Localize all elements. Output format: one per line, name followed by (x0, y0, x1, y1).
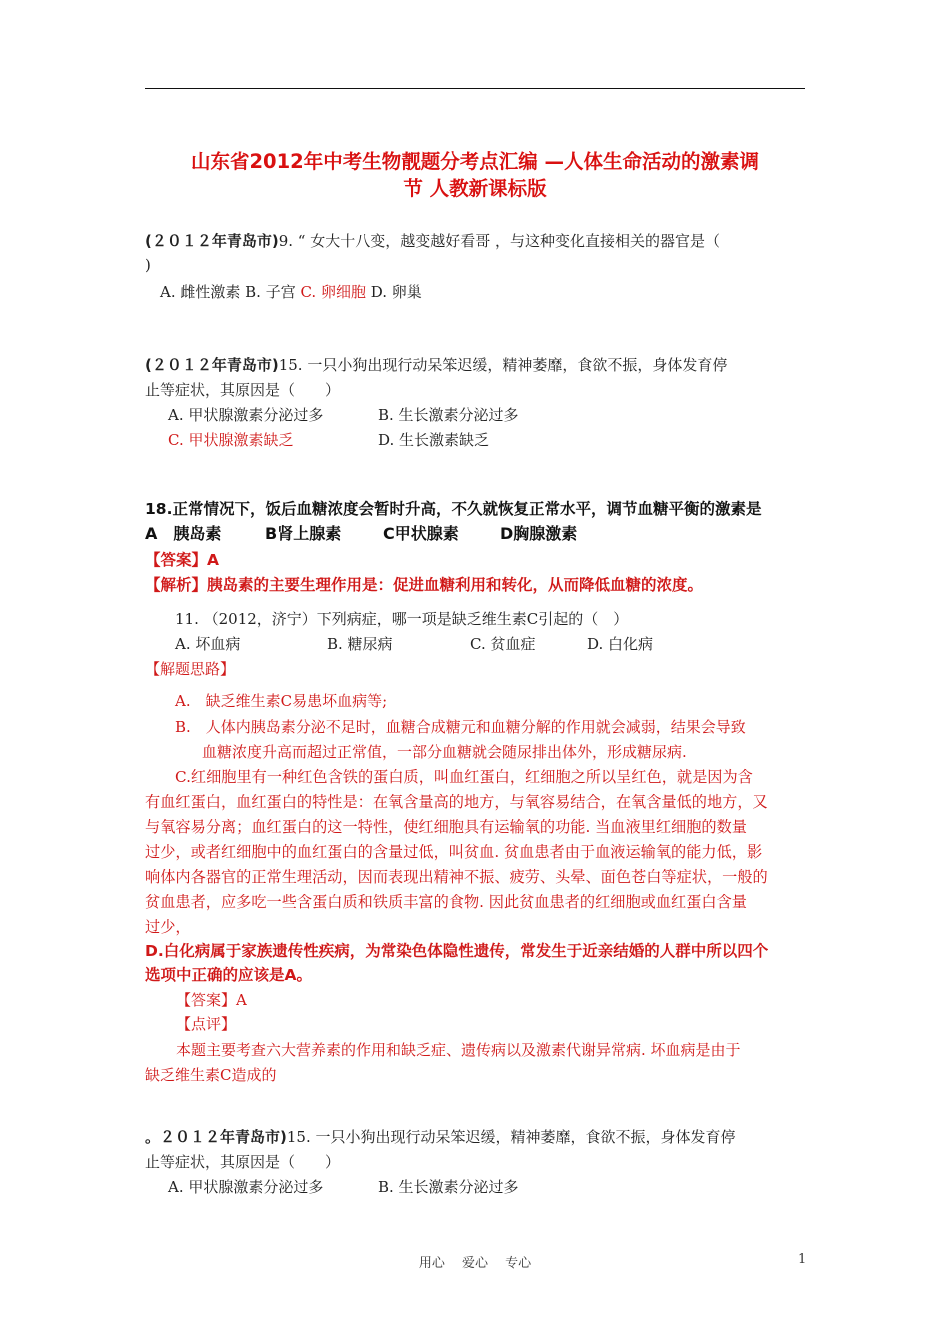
q15a-option-a: A. 甲状腺激素分泌过多 (168, 406, 324, 424)
q9-option-ab: A. 雌性激素 B. 子宫 (160, 283, 296, 301)
q15a-stem: 15. 一只小狗出现行动呆笨迟缓，精神萎靡，食欲不振，身体发育停 (278, 356, 728, 374)
q9-option-d: D. 卵巢 (370, 283, 422, 301)
q18-option-d: D胸腺激素 (500, 524, 578, 543)
q15a-source: (２０１２年青岛市) (145, 356, 279, 374)
title-line-2: 节 人教新课标版 (403, 177, 547, 200)
q15a-option-c: C. 甲状腺激素缺乏 (168, 431, 294, 449)
q11-analysis-b-1: B. 人体内胰岛素分泌不足时，血糖合成糖元和血糖分解的作用就会减弱，结果会导致 (175, 718, 746, 736)
q11-stem: 11. （2012，济宁）下列病症，哪一项是缺乏维生素C引起的（ ） (175, 610, 629, 628)
q11-analysis-c-7: 过少， (145, 918, 191, 936)
q15b-stem-line (145, 1126, 736, 1148)
q9-source: (２０１２年青岛市) (145, 232, 279, 250)
q11-comment-2: 缺乏维生素C造成的 (145, 1066, 277, 1084)
q11-analysis-c-6: 贫血患者，应多吃一些含蛋白质和铁质丰富的食物. 因此贫血患者的红细胞或血红蛋白含量 (145, 893, 747, 911)
q18-answer: 【答案】A (145, 551, 219, 569)
q11-comment-label: 【点评】 (176, 1015, 237, 1033)
q11-analysis-b-2: 血糖浓度升高而超过正常值，一部分血糖就会随尿排出体外，形成糖尿病. (202, 743, 687, 761)
q15a-stem-2: 止等症状，其原因是（ ） (145, 381, 341, 399)
q11-comment-1: 本题主要考查六大营养素的作用和缺乏症、遗传病以及激素代谢异常病. 坏血病是由于 (176, 1041, 741, 1059)
q15a-stem-line (145, 354, 727, 376)
q9-stem-line (145, 230, 720, 252)
q11-option-d: D. 白化病 (587, 635, 654, 653)
q15b-stem-2: 止等症状，其原因是（ ） (145, 1153, 341, 1171)
q18-analysis: 【解析】胰岛素的主要生理作用是：促进血糖利用和转化，从而降低血糖的浓度。 (145, 576, 704, 594)
title-line-1: 山东省2012年中考生物靓题分考点汇编 —人体生命活动的激素调 (190, 150, 760, 173)
q11-analysis-a: A. 缺乏维生素C易患坏血病等; (175, 692, 388, 710)
q18-option-a: A 胰岛素 (145, 524, 222, 543)
q11-answer: 【答案】A (176, 991, 247, 1009)
page-title (145, 148, 805, 202)
page-number: 1 (798, 1252, 807, 1267)
q11-analysis-c-5: 响体内各器官的正常生理活动，因而表现出精神不振、疲劳、头晕、面色苍白等症状，一般的 (145, 868, 768, 886)
q11-option-a: A. 坏血病 (175, 635, 241, 653)
header-rule (145, 88, 805, 89)
q11-analysis-c-2: 有血红蛋白，血红蛋白的特性是：在氧含量高的地方，与氧容易结合，在氧含量低的地方，又 (145, 793, 768, 811)
q9-option-c: C. 卵细胞 (300, 283, 366, 301)
q11-thinking-label: 【解题思路】 (145, 660, 236, 678)
q18-option-c: C甲状腺素 (383, 524, 459, 543)
q11-analysis-c-4: 过少，或者红细胞中的血红蛋白的含量过低，叫贫血. 贫血患者由于血液运输氧的能力低，影 (145, 843, 763, 861)
q11-analysis-d-1: D.白化病属于家族遗传性疾病，为常染色体隐性遗传，常发生于近亲结婚的人群中所以四个 (145, 942, 769, 960)
q11-analysis-c-1: C.红细胞里有一种红色含铁的蛋白质，叫血红蛋白，红细胞之所以呈红色，就是因为含 (175, 768, 753, 786)
q15b-source: 。２０１２年青岛市) (145, 1128, 287, 1146)
q9-options (160, 281, 422, 303)
q18-option-b: B肾上腺素 (265, 524, 342, 543)
q11-analysis-c-3: 与氧容易分离；血红蛋白的这一特性，使红细胞具有运输氧的功能. 当血液里红细胞的数量 (145, 818, 747, 836)
q11-analysis-d-2: 选项中正确的应该是A。 (145, 966, 312, 984)
q15b-option-b: B. 生长激素分泌过多 (378, 1178, 519, 1196)
q11-option-b: B. 糖尿病 (327, 635, 393, 653)
q9-stem-end: ) (145, 256, 151, 274)
q15a-option-b: B. 生长激素分泌过多 (378, 406, 519, 424)
q9-stem: 9. “ 女大十八变，越变越好看哥 ，与这种变化直接相关的器官是（ (278, 232, 721, 250)
q15a-option-d: D. 生长激素缺乏 (378, 431, 490, 449)
footer-motto: 用心 爱心 专心 (418, 1256, 532, 1271)
q11-option-c: C. 贫血症 (470, 635, 536, 653)
q15b-option-a: A. 甲状腺激素分泌过多 (168, 1178, 324, 1196)
q18-stem: 18.正常情况下，饭后血糖浓度会暂时升高，不久就恢复正常水平，调节血糖平衡的激素是 (145, 500, 762, 518)
q15b-stem: 15. 一只小狗出现行动呆笨迟缓，精神萎靡，食欲不振，身体发育停 (286, 1128, 736, 1146)
